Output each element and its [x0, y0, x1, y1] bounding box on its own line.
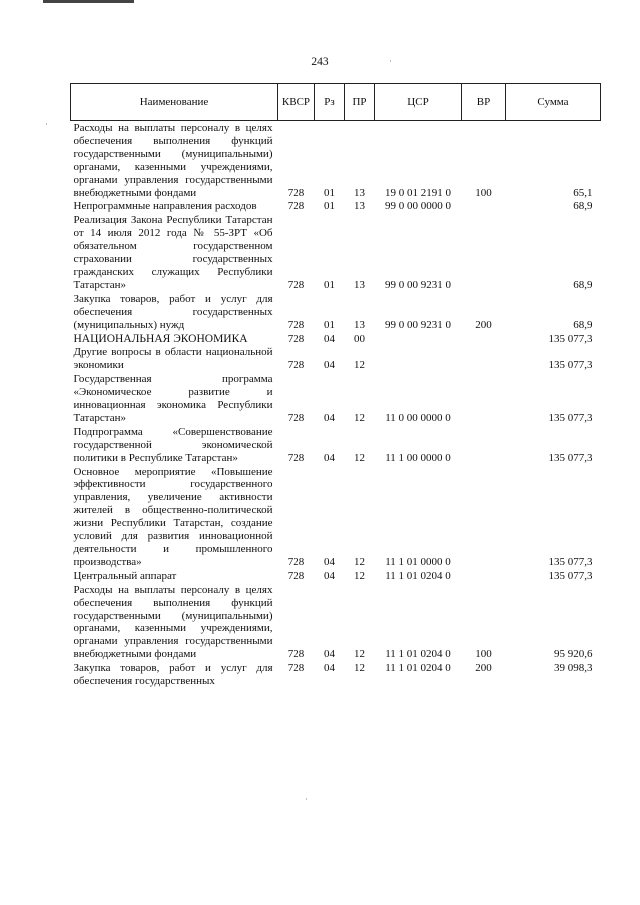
cell-pr: 12 [354, 451, 365, 464]
cell-vr [462, 569, 506, 583]
scan-speck: · [305, 794, 308, 804]
cell-rz: 04 [324, 555, 335, 568]
cell-kvsr: 728 [287, 555, 305, 568]
scan-speck: · [389, 56, 392, 66]
cell-name: Расходы на выплаты персоналу в целях обеспечения выполнения функций государственными (муниципальными) органами, казенными учреждениями, органами управления государственными внебюджетными фондами [73, 583, 273, 661]
cell-pr: 13 [354, 200, 365, 213]
cell-kvsr: 728 [287, 411, 305, 424]
table-row [71, 292, 601, 332]
col-header-kvsr: КВСР [278, 84, 315, 121]
table-row [71, 425, 601, 465]
cell-name: Непрограммные направления расходов [73, 200, 257, 213]
table-row [71, 465, 601, 569]
cell-csr: 99 0 00 9231 0 [385, 278, 451, 291]
col-header-name: Наименование [71, 84, 278, 121]
cell-sum: 68,9 [573, 278, 593, 291]
budget-table [70, 83, 601, 688]
cell-csr: 11 1 01 0000 0 [385, 555, 451, 568]
cell-rz: 04 [324, 569, 335, 582]
cell-pr: 12 [354, 411, 365, 424]
cell-csr: 11 1 01 0204 0 [385, 648, 451, 661]
cell-kvsr: 728 [287, 186, 305, 199]
cell-rz: 01 [324, 186, 335, 199]
cell-name: Центральный аппарат [73, 569, 177, 582]
cell-kvsr: 728 [287, 662, 305, 675]
cell-name: НАЦИОНАЛЬНАЯ ЭКОНОМИКА [73, 332, 248, 345]
cell-vr [462, 425, 506, 465]
cell-pr: 13 [354, 318, 365, 331]
cell-pr: 12 [354, 555, 365, 568]
col-header-rz: Рз [315, 84, 345, 121]
cell-csr: 11 1 01 0204 0 [385, 662, 451, 675]
cell-rz: 04 [324, 332, 335, 345]
cell-rz: 04 [324, 662, 335, 675]
cell-kvsr: 728 [287, 648, 305, 661]
cell-csr: 11 0 00 0000 0 [385, 411, 451, 424]
table-header-row [71, 84, 601, 121]
cell-vr [462, 332, 506, 346]
cell-name: Расходы на выплаты персоналу в целях обеспечения выполнения функций государственными (муниципальными) органами, казенными учреждениями, органами управления государственными внебюджетными фондами [73, 122, 273, 199]
cell-pr: 00 [354, 332, 365, 345]
cell-pr: 12 [354, 662, 365, 675]
table-row [71, 345, 601, 372]
cell-sum: 68,9 [573, 200, 593, 213]
cell-sum: 135 077,3 [548, 555, 593, 568]
cell-sum: 95 920,6 [554, 648, 593, 661]
cell-name: Государственная программа «Экономическое развитие и инновационная экономика Республики Татарстан» [73, 373, 273, 424]
cell-sum: 135 077,3 [548, 411, 593, 424]
cell-sum: 135 077,3 [548, 359, 593, 372]
cell-vr: 100 [475, 186, 492, 199]
cell-csr [375, 332, 462, 346]
cell-vr: 200 [475, 318, 492, 331]
cell-rz: 04 [324, 648, 335, 661]
col-header-csr: ЦСР [375, 84, 462, 121]
cell-sum: 135 077,3 [548, 569, 593, 582]
table-row [71, 121, 601, 200]
table-row [71, 583, 601, 661]
cell-vr [462, 199, 506, 213]
cell-sum: 68,9 [573, 318, 593, 331]
cell-name: Основное мероприятие «Повышение эффективности государственного управления, увеличение активности жителей в общественно-политической жизни Республики Татарстан, создание условий для развития инновационной деятельности и промышленного производства» [73, 465, 273, 568]
cell-rz: 04 [324, 451, 335, 464]
cell-name: Подпрограмма «Совершенствование государственной экономической политики в Республике Татарстан» [73, 425, 273, 464]
cell-kvsr: 728 [287, 332, 305, 345]
cell-pr: 12 [354, 359, 365, 372]
cell-kvsr: 728 [287, 451, 305, 464]
table-body [71, 121, 601, 688]
cell-vr [462, 345, 506, 372]
cell-pr: 12 [354, 569, 365, 582]
cell-vr: 200 [475, 662, 492, 675]
cell-csr: 11 1 01 0204 0 [385, 569, 451, 582]
page-number: 243 [311, 56, 329, 68]
cell-rz: 04 [324, 411, 335, 424]
cell-csr [375, 345, 462, 372]
col-header-pr: ПР [345, 84, 375, 121]
cell-vr: 100 [475, 648, 492, 661]
scan-speck: · [45, 119, 48, 129]
cell-kvsr: 728 [287, 318, 305, 331]
cell-rz: 01 [324, 318, 335, 331]
cell-kvsr: 728 [287, 569, 305, 582]
table-row [71, 199, 601, 213]
cell-pr: 12 [354, 648, 365, 661]
cell-kvsr: 728 [287, 359, 305, 372]
cell-name: Закупка товаров, работ и услуг для обеспечения государственных [73, 662, 273, 688]
col-header-vr: ВР [462, 84, 506, 121]
col-header-sum: Сумма [506, 84, 601, 121]
cell-sum: 39 098,3 [554, 662, 593, 675]
cell-rz: 01 [324, 200, 335, 213]
cell-sum: 135 077,3 [548, 451, 593, 464]
cell-csr: 99 0 00 0000 0 [385, 200, 451, 213]
cell-vr [462, 465, 506, 569]
cell-csr: 19 0 01 2191 0 [385, 186, 451, 199]
cell-pr: 13 [354, 186, 365, 199]
cell-csr: 11 1 00 0000 0 [385, 451, 451, 464]
cell-name: Другие вопросы в области национальной экономики [73, 346, 273, 372]
cell-name: Реализация Закона Республики Татарстан от 14 июля 2012 года № 55-ЗРТ «Об обязательном государственном страховании государственных гражданских служащих Республики Татарстан» [73, 214, 273, 291]
cell-name: Закупка товаров, работ и услуг для обеспечения государственных (муниципальных) нужд [73, 292, 273, 331]
cell-vr [462, 372, 506, 425]
table-row [71, 661, 601, 688]
cell-pr: 13 [354, 278, 365, 291]
cell-rz: 01 [324, 278, 335, 291]
cell-sum: 65,1 [573, 186, 593, 199]
table-row [71, 213, 601, 291]
table-row [71, 569, 601, 583]
table-row [71, 332, 601, 346]
cell-rz: 04 [324, 359, 335, 372]
table-row [71, 372, 601, 425]
scan-edge-mark [43, 0, 134, 3]
cell-sum: 135 077,3 [548, 332, 593, 345]
cell-vr [462, 213, 506, 291]
cell-kvsr: 728 [287, 278, 305, 291]
cell-kvsr: 728 [287, 200, 305, 213]
cell-csr: 99 0 00 9231 0 [385, 318, 451, 331]
